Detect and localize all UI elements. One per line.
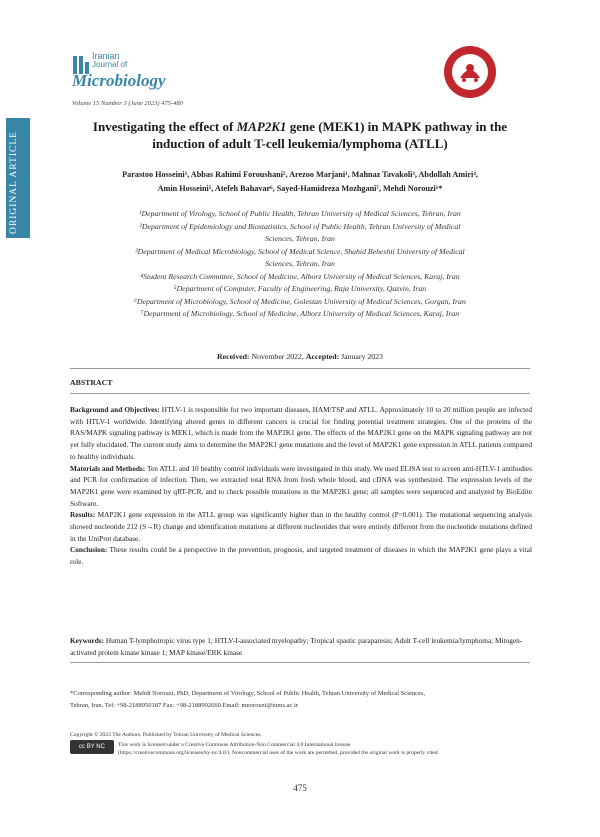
- affiliation-line: ⁷Department of Microbiology, School of Medicine, Alborz University of Medical Sciences, Karaj, Iran: [140, 309, 460, 318]
- abstract-conclusion-text: These results could be a perspective in the prevention, prognosis, and targeted treatment of diseases in which the MAP2K1 gene plays a vital role.: [70, 545, 532, 567]
- title-gene: MAP2K1: [236, 119, 287, 134]
- abstract-background-text: HTLV-1 is responsible for two important diseases, HAM/TSP and ATLL. Approximately 10 to 20 million people are infected with HTLV-1 worldwide. Identifying altered genes in different cancers is crucial for finding potential treatment strategies. One of the proteins of the RAS/MAPK signaling pathway is MEK1, which is made from the MAP2K1 gene. The effects of the MAP2K1 gene on the MAPK signaling pathway are not yet fully elucidated. The current study aims to determine the MAP2K1 gene mutations and the level of MAP2K1 gene expression in ATLL patients compared to healthy individuals.: [70, 405, 532, 461]
- dates-line: [70, 352, 530, 361]
- article-type-tab: [6, 118, 30, 238]
- affiliation-line: ¹Department of Virology, School of Public Health, Tehran University of Medical Sciences, Tehran, Iran: [139, 209, 461, 218]
- affiliation-line: ⁴Student Research Committee, School of Medicine, Alborz University of Medical Sciences, Karaj, Iran: [140, 271, 460, 281]
- license-line: This work is licensed under a Creative Commons Attribution-Non Commercial 4.0 International license: [118, 742, 351, 748]
- faculty-seal: [442, 44, 498, 100]
- corresponding-author: [70, 688, 532, 711]
- journal-name-line3: Microbiology: [72, 71, 166, 90]
- received-date: November 2022,: [249, 352, 306, 361]
- abstract-results-text: MAP2K1 gene expression in the ATLL group was significantly higher than in the healthy control (P=0.001). The mutational sequencing analysis showed nucleotide 212 (S→R) change and identification mutations at different nucleotides that were entirely different from the nucleotide mutations defined in the UniProt database.: [70, 510, 532, 543]
- divider: [70, 393, 530, 394]
- affiliation-line: ⁶Department of Microbiology, School of Medicine, Golestan University of Medical Sciences, Gorgan, Iran: [134, 296, 466, 306]
- issue-info: Volume 15 Number 3 (June 2023) 475-480: [72, 100, 183, 107]
- faculty-seal-icon: [442, 44, 498, 100]
- received-label: Received:: [217, 352, 250, 361]
- author-line: Amin Hosseini⁵, Atefeh Bahavar⁶, Sayed-Hamidreza Mozhgani⁷, Mehdi Norouzi¹*: [157, 184, 443, 193]
- affiliation-line: Sciences, Tehran, Iran: [265, 234, 335, 243]
- abstract-background-label: Background and Objectives:: [70, 405, 160, 414]
- keywords: [70, 635, 532, 658]
- affiliation-line: ²Department of Epidemiology and Biostatistics, School of Public Health, Tehran University of Medical: [139, 221, 461, 231]
- abstract-methods: [70, 463, 532, 510]
- license-line: (https://creativecommons.org/licenses/by-nc/4.0/). Noncommercial uses of the work are permitted, provided the original work is properly cited.: [118, 750, 439, 756]
- affiliation-list: [75, 208, 525, 321]
- divider: [70, 368, 530, 369]
- journal-name-line2: Journal of: [92, 60, 128, 69]
- title-part-1: Investigating the effect of: [92, 119, 237, 134]
- cc-license-badge: cc BY NC: [70, 740, 114, 754]
- copyright-notice: Copyright © 2023 The Authors. Published by Tehran University of Medical Sciences.: [70, 732, 262, 738]
- article-title: [70, 118, 530, 152]
- journal-logo: [72, 50, 212, 100]
- abstract-background: [70, 404, 532, 463]
- abstract-results-label: Results:: [70, 510, 96, 520]
- abstract-results: [70, 509, 532, 544]
- accepted-label: Accepted:: [305, 352, 340, 361]
- title-part-2: gene (MEK1) in MAPK pathway in the induction of adult T-cell leukemia/lymphoma (ATLL): [152, 119, 508, 151]
- corresponding-line: Tehran, Iran. Tel: +98-2188950187 Fax: +98-2188992660 Email: mnorouzi@tums.ac.ir: [70, 701, 299, 709]
- abstract-methods-text: Ten ATLL and 10 healthy control individuals were investigated in this study. We used ELISA test to screen anti-HTLV-1 antibodies and PCR for confirmation of infection. Then, we extracted total RNA from fresh whole blood, and cDNA was synthesized. The expression levels of the MAP2K1 gene were examined by qRT-PCR, and to check possible mutations in the MAP2K1 gene; all samples were sequenced and analyzed by BioEdite Software.: [70, 463, 533, 508]
- license-text: [118, 741, 538, 757]
- abstract-conclusion-label: Conclusion:: [70, 545, 108, 555]
- journal-name-line1: Iranian: [92, 51, 120, 61]
- page-number: 475: [293, 783, 307, 793]
- affiliation-line: ³Department of Medical Microbiology, School of Medical Science, Shahid Beheshti University of Medical: [135, 246, 465, 256]
- keywords-text: Human T-lymphotropic virus type 1; HTLV-I-associated myelopathy; Tropical spastic paraparesis; Adult T-cell leukemia/lymphoma; Mitogen-activated protein kinase kinase 1; MAP kinase/ERK kinase: [70, 636, 523, 657]
- article-type-label: ORIGINAL ARTICLE: [9, 131, 19, 234]
- corresponding-line: *Corresponding author: Mehdi Norouzi, PhD, Department of Virology, School of Public Health, Tehran University of Medical Sciences,: [70, 690, 426, 697]
- divider: [70, 662, 530, 663]
- author-list: [70, 168, 530, 196]
- abstract-heading: ABSTRACT: [70, 378, 113, 387]
- abstract-conclusion: [70, 544, 532, 567]
- abstract-methods-label: Materials and Methods:: [70, 463, 146, 473]
- author-line: Parastoo Hosseini¹, Abbas Rahimi Foroushani², Arezoo Marjani¹, Mahnaz Tavakoli³, Abdollah Amiri⁴,: [122, 170, 478, 179]
- keywords-label: Keywords:: [70, 636, 105, 645]
- affiliation-line: ⁵Department of Computer, Faculty of Engineering, Raja University, Qazvin, Iran: [173, 284, 427, 293]
- accepted-date: January 2023: [339, 352, 383, 361]
- affiliation-line: Sciences, Tehran, Iran: [265, 259, 335, 268]
- abstract-body: [70, 404, 532, 568]
